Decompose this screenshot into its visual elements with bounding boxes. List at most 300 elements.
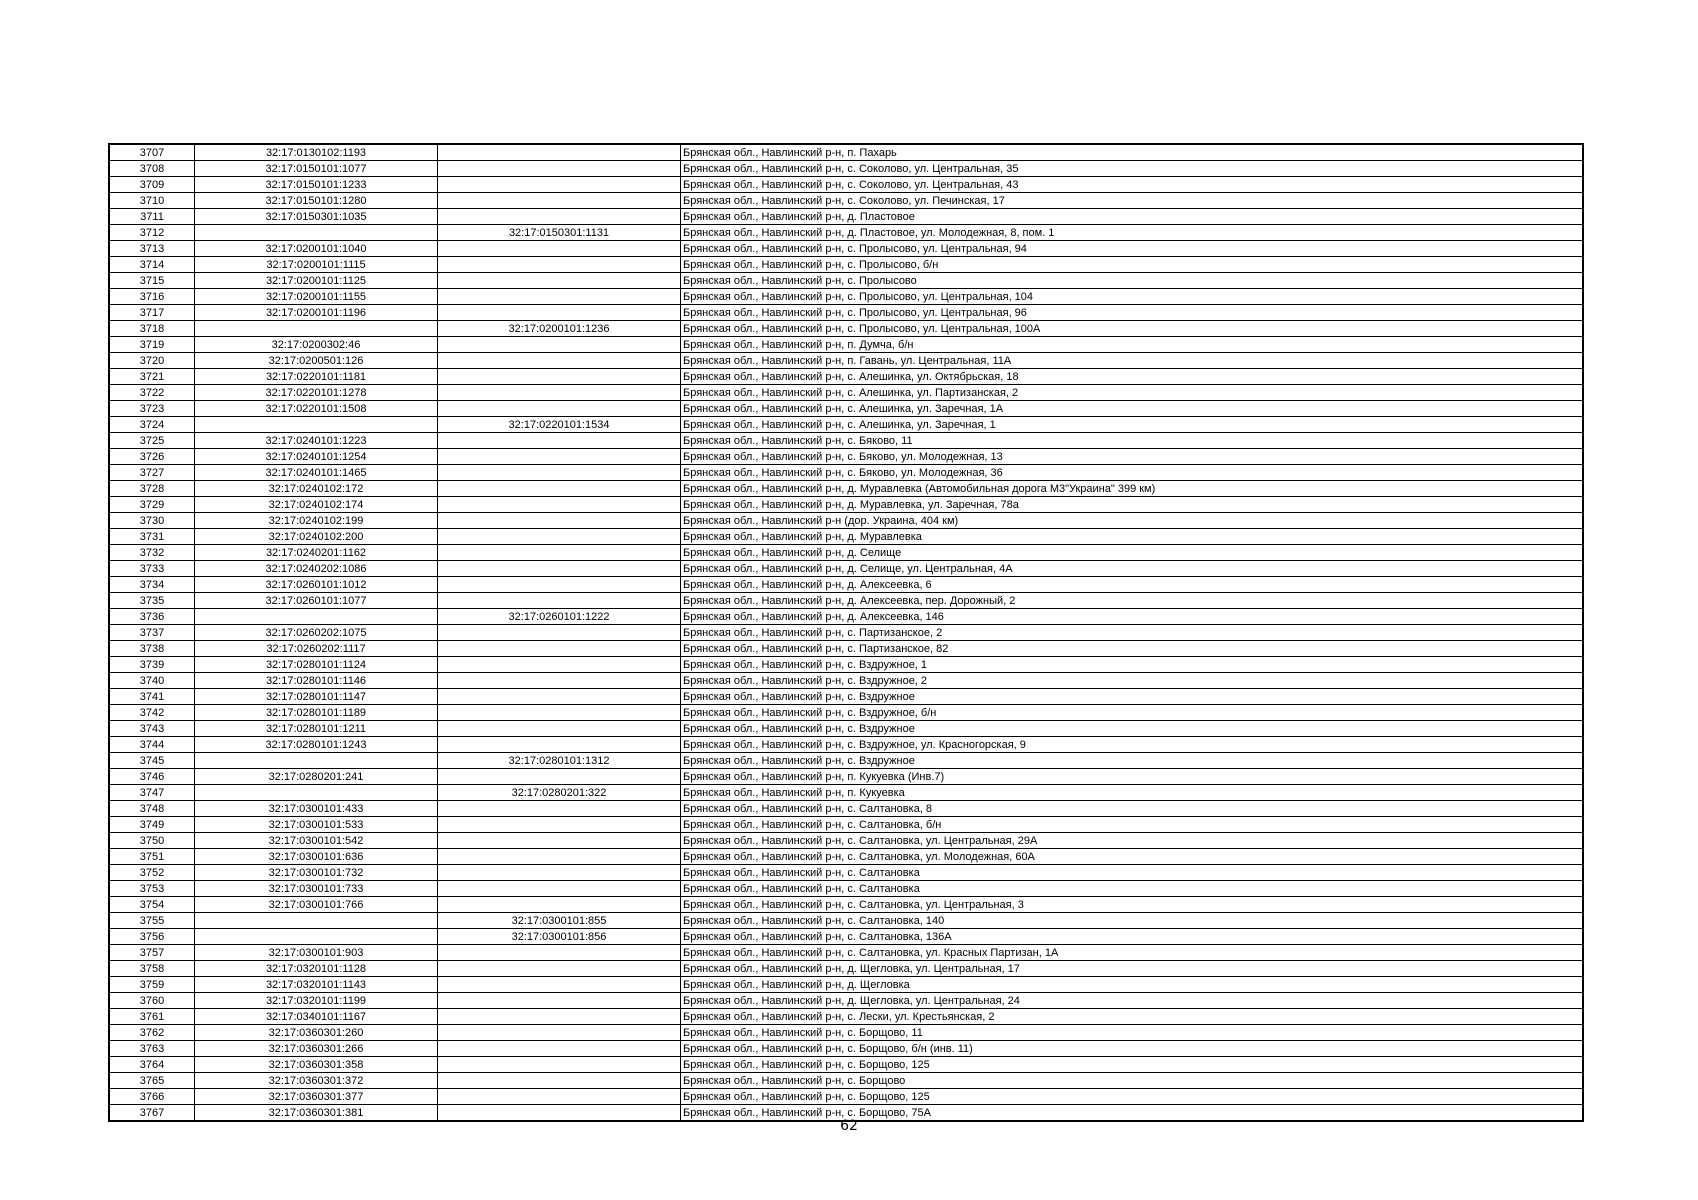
additional-cadastral-number-cell bbox=[438, 401, 681, 417]
additional-cadastral-number-cell: 32:17:0260101:1222 bbox=[438, 609, 681, 625]
row-number-cell: 3739 bbox=[109, 657, 195, 673]
additional-cadastral-number-cell bbox=[438, 1041, 681, 1057]
table-row bbox=[109, 144, 1583, 161]
address-cell: Брянская обл., Навлинский р-н (дор. Украина, 404 км) bbox=[681, 513, 1584, 529]
table-row bbox=[109, 961, 1583, 977]
table-row bbox=[109, 497, 1583, 513]
table-row bbox=[109, 977, 1583, 993]
cadastral-number-cell: 32:17:0240101:1254 bbox=[195, 449, 438, 465]
cadastral-number-cell: 32:17:0260101:1012 bbox=[195, 577, 438, 593]
cadastral-number-cell: 32:17:0300101:636 bbox=[195, 849, 438, 865]
table-row bbox=[109, 369, 1583, 385]
row-number-cell: 3758 bbox=[109, 961, 195, 977]
additional-cadastral-number-cell bbox=[438, 625, 681, 641]
address-cell: Брянская обл., Навлинский р-н, с. Бяково, 11 bbox=[681, 433, 1584, 449]
row-number-cell: 3737 bbox=[109, 625, 195, 641]
additional-cadastral-number-cell bbox=[438, 1057, 681, 1073]
row-number-cell: 3707 bbox=[109, 144, 195, 161]
table-row bbox=[109, 673, 1583, 689]
table-row bbox=[109, 1057, 1583, 1073]
address-cell: Брянская обл., Навлинский р-н, с. Борщово, 125 bbox=[681, 1089, 1584, 1105]
table-body bbox=[109, 144, 1583, 1121]
additional-cadastral-number-cell bbox=[438, 577, 681, 593]
additional-cadastral-number-cell bbox=[438, 273, 681, 289]
cadastral-number-cell: 32:17:0240102:172 bbox=[195, 481, 438, 497]
row-number-cell: 3708 bbox=[109, 161, 195, 177]
address-cell: Брянская обл., Навлинский р-н, с. Партизанское, 2 bbox=[681, 625, 1584, 641]
cadastral-number-cell: 32:17:0360301:372 bbox=[195, 1073, 438, 1089]
additional-cadastral-number-cell bbox=[438, 1073, 681, 1089]
cadastral-number-cell: 32:17:0240102:200 bbox=[195, 529, 438, 545]
row-number-cell: 3720 bbox=[109, 353, 195, 369]
table-row bbox=[109, 545, 1583, 561]
cadastral-number-cell: 32:17:0150301:1035 bbox=[195, 209, 438, 225]
cadastral-number-cell: 32:17:0300101:542 bbox=[195, 833, 438, 849]
cadastral-number-cell: 32:17:0240102:174 bbox=[195, 497, 438, 513]
cadastral-number-cell: 32:17:0360301:381 bbox=[195, 1105, 438, 1122]
address-cell: Брянская обл., Навлинский р-н, д. Муравлевка, ул. Заречная, 78а bbox=[681, 497, 1584, 513]
address-cell: Брянская обл., Навлинский р-н, с. Соколово, ул. Центральная, 35 bbox=[681, 161, 1584, 177]
table-row bbox=[109, 289, 1583, 305]
row-number-cell: 3764 bbox=[109, 1057, 195, 1073]
cadastral-number-cell: 32:17:0300101:433 bbox=[195, 801, 438, 817]
table-row bbox=[109, 897, 1583, 913]
cadastral-number-cell: 32:17:0260202:1075 bbox=[195, 625, 438, 641]
row-number-cell: 3740 bbox=[109, 673, 195, 689]
row-number-cell: 3727 bbox=[109, 465, 195, 481]
table-row bbox=[109, 833, 1583, 849]
row-number-cell: 3763 bbox=[109, 1041, 195, 1057]
cadastral-number-cell bbox=[195, 321, 438, 337]
address-cell: Брянская обл., Навлинский р-н, д. Алексеевка, 146 bbox=[681, 609, 1584, 625]
cadastral-number-cell: 32:17:0280201:241 bbox=[195, 769, 438, 785]
cadastral-number-cell: 32:17:0320101:1199 bbox=[195, 993, 438, 1009]
cadastral-number-cell: 32:17:0200101:1040 bbox=[195, 241, 438, 257]
additional-cadastral-number-cell bbox=[438, 1025, 681, 1041]
table-row bbox=[109, 353, 1583, 369]
table-row bbox=[109, 1009, 1583, 1025]
row-number-cell: 3722 bbox=[109, 385, 195, 401]
cadastral-number-cell: 32:17:0320101:1128 bbox=[195, 961, 438, 977]
address-cell: Брянская обл., Навлинский р-н, с. Пролысово, б/н bbox=[681, 257, 1584, 273]
address-cell: Брянская обл., Навлинский р-н, п. Кукуевка (Инв.7) bbox=[681, 769, 1584, 785]
additional-cadastral-number-cell bbox=[438, 385, 681, 401]
table-row bbox=[109, 641, 1583, 657]
additional-cadastral-number-cell bbox=[438, 705, 681, 721]
table-row bbox=[109, 465, 1583, 481]
address-cell: Брянская обл., Навлинский р-н, д. Пластовое bbox=[681, 209, 1584, 225]
address-cell: Брянская обл., Навлинский р-н, с. Алешинка, ул. Партизанская, 2 bbox=[681, 385, 1584, 401]
cadastral-number-cell: 32:17:0260101:1077 bbox=[195, 593, 438, 609]
row-number-cell: 3753 bbox=[109, 881, 195, 897]
table-row bbox=[109, 529, 1583, 545]
address-cell: Брянская обл., Навлинский р-н, с. Алешинка, ул. Заречная, 1 bbox=[681, 417, 1584, 433]
row-number-cell: 3732 bbox=[109, 545, 195, 561]
additional-cadastral-number-cell bbox=[438, 257, 681, 273]
additional-cadastral-number-cell: 32:17:0280101:1312 bbox=[438, 753, 681, 769]
address-cell: Брянская обл., Навлинский р-н, с. Салтановка, ул. Красных Партизан, 1А bbox=[681, 945, 1584, 961]
additional-cadastral-number-cell: 32:17:0150301:1131 bbox=[438, 225, 681, 241]
row-number-cell: 3734 bbox=[109, 577, 195, 593]
address-cell: Брянская обл., Навлинский р-н, п. Думча, б/н bbox=[681, 337, 1584, 353]
additional-cadastral-number-cell: 32:17:0220101:1534 bbox=[438, 417, 681, 433]
row-number-cell: 3719 bbox=[109, 337, 195, 353]
table-row bbox=[109, 785, 1583, 801]
table-row bbox=[109, 241, 1583, 257]
row-number-cell: 3755 bbox=[109, 913, 195, 929]
address-cell: Брянская обл., Навлинский р-н, с. Салтановка, ул. Молодежная, 60А bbox=[681, 849, 1584, 865]
row-number-cell: 3762 bbox=[109, 1025, 195, 1041]
table-row bbox=[109, 945, 1583, 961]
row-number-cell: 3721 bbox=[109, 369, 195, 385]
address-cell: Брянская обл., Навлинский р-н, с. Салтановка, ул. Центральная, 3 bbox=[681, 897, 1584, 913]
row-number-cell: 3723 bbox=[109, 401, 195, 417]
table-row bbox=[109, 193, 1583, 209]
cadastral-number-cell: 32:17:0280101:1124 bbox=[195, 657, 438, 673]
address-cell: Брянская обл., Навлинский р-н, с. Борщово, 75А bbox=[681, 1105, 1584, 1122]
table-row bbox=[109, 849, 1583, 865]
cadastral-number-cell: 32:17:0360301:260 bbox=[195, 1025, 438, 1041]
table-row bbox=[109, 209, 1583, 225]
address-cell: Брянская обл., Навлинский р-н, с. Салтановка, 136А bbox=[681, 929, 1584, 945]
additional-cadastral-number-cell bbox=[438, 433, 681, 449]
row-number-cell: 3717 bbox=[109, 305, 195, 321]
table-row bbox=[109, 881, 1583, 897]
additional-cadastral-number-cell bbox=[438, 945, 681, 961]
cadastral-number-cell: 32:17:0300101:732 bbox=[195, 865, 438, 881]
additional-cadastral-number-cell bbox=[438, 305, 681, 321]
row-number-cell: 3767 bbox=[109, 1105, 195, 1122]
address-cell: Брянская обл., Навлинский р-н, с. Вздружное, 1 bbox=[681, 657, 1584, 673]
row-number-cell: 3738 bbox=[109, 641, 195, 657]
address-cell: Брянская обл., Навлинский р-н, д. Щегловка, ул. Центральная, 24 bbox=[681, 993, 1584, 1009]
address-cell: Брянская обл., Навлинский р-н, с. Салтановка bbox=[681, 865, 1584, 881]
additional-cadastral-number-cell bbox=[438, 689, 681, 705]
additional-cadastral-number-cell bbox=[438, 337, 681, 353]
additional-cadastral-number-cell bbox=[438, 881, 681, 897]
address-cell: Брянская обл., Навлинский р-н, с. Соколово, ул. Центральная, 43 bbox=[681, 177, 1584, 193]
address-cell: Брянская обл., Навлинский р-н, с. Вздружное, 2 bbox=[681, 673, 1584, 689]
table-row bbox=[109, 401, 1583, 417]
row-number-cell: 3726 bbox=[109, 449, 195, 465]
cadastral-number-cell: 32:17:0150101:1233 bbox=[195, 177, 438, 193]
address-cell: Брянская обл., Навлинский р-н, с. Вздружное bbox=[681, 689, 1584, 705]
address-cell: Брянская обл., Навлинский р-н, с. Салтановка, 8 bbox=[681, 801, 1584, 817]
table-row bbox=[109, 721, 1583, 737]
additional-cadastral-number-cell bbox=[438, 161, 681, 177]
cadastral-number-cell: 32:17:0300101:533 bbox=[195, 817, 438, 833]
cadastral-number-cell: 32:17:0280101:1243 bbox=[195, 737, 438, 753]
row-number-cell: 3761 bbox=[109, 1009, 195, 1025]
address-cell: Брянская обл., Навлинский р-н, с. Пролысово, ул. Центральная, 100А bbox=[681, 321, 1584, 337]
table-row bbox=[109, 177, 1583, 193]
cadastral-number-cell: 32:17:0300101:766 bbox=[195, 897, 438, 913]
additional-cadastral-number-cell bbox=[438, 193, 681, 209]
cadastral-number-cell: 32:17:0220101:1508 bbox=[195, 401, 438, 417]
property-table bbox=[108, 143, 1584, 1122]
row-number-cell: 3748 bbox=[109, 801, 195, 817]
table-row bbox=[109, 337, 1583, 353]
additional-cadastral-number-cell bbox=[438, 561, 681, 577]
address-cell: Брянская обл., Навлинский р-н, с. Соколово, ул. Печинская, 17 bbox=[681, 193, 1584, 209]
cadastral-number-cell: 32:17:0280101:1189 bbox=[195, 705, 438, 721]
address-cell: Брянская обл., Навлинский р-н, с. Борщово, б/н (инв. 11) bbox=[681, 1041, 1584, 1057]
table-row bbox=[109, 1089, 1583, 1105]
cadastral-number-cell bbox=[195, 929, 438, 945]
address-cell: Брянская обл., Навлинский р-н, с. Борщово, 125 bbox=[681, 1057, 1584, 1073]
address-cell: Брянская обл., Навлинский р-н, с. Салтановка, ул. Центральная, 29А bbox=[681, 833, 1584, 849]
additional-cadastral-number-cell bbox=[438, 833, 681, 849]
table-row bbox=[109, 993, 1583, 1009]
address-cell: Брянская обл., Навлинский р-н, с. Вздружное, ул. Красногорская, 9 bbox=[681, 737, 1584, 753]
address-cell: Брянская обл., Навлинский р-н, д. Алексеевка, 6 bbox=[681, 577, 1584, 593]
cadastral-number-cell: 32:17:0360301:358 bbox=[195, 1057, 438, 1073]
table-row bbox=[109, 1073, 1583, 1089]
additional-cadastral-number-cell bbox=[438, 897, 681, 913]
row-number-cell: 3754 bbox=[109, 897, 195, 913]
row-number-cell: 3733 bbox=[109, 561, 195, 577]
table-row bbox=[109, 929, 1583, 945]
row-number-cell: 3725 bbox=[109, 433, 195, 449]
additional-cadastral-number-cell bbox=[438, 449, 681, 465]
table-row bbox=[109, 865, 1583, 881]
address-cell: Брянская обл., Навлинский р-н, с. Салтановка, б/н bbox=[681, 817, 1584, 833]
row-number-cell: 3713 bbox=[109, 241, 195, 257]
cadastral-number-cell: 32:17:0150101:1280 bbox=[195, 193, 438, 209]
cadastral-number-cell: 32:17:0280101:1146 bbox=[195, 673, 438, 689]
table-row bbox=[109, 481, 1583, 497]
table-row bbox=[109, 913, 1583, 929]
table-row bbox=[109, 1025, 1583, 1041]
table-row bbox=[109, 561, 1583, 577]
cadastral-number-cell: 32:17:0320101:1143 bbox=[195, 977, 438, 993]
address-cell: Брянская обл., Навлинский р-н, д. Пластовое, ул. Молодежная, 8, пом. 1 bbox=[681, 225, 1584, 241]
address-cell: Брянская обл., Навлинский р-н, с. Пролысово bbox=[681, 273, 1584, 289]
cadastral-number-cell: 32:17:0130102:1193 bbox=[195, 144, 438, 161]
row-number-cell: 3741 bbox=[109, 689, 195, 705]
address-cell: Брянская обл., Навлинский р-н, д. Муравлевка (Автомобильная дорога М3"Украина" 399 км) bbox=[681, 481, 1584, 497]
table-row bbox=[109, 1041, 1583, 1057]
row-number-cell: 3742 bbox=[109, 705, 195, 721]
row-number-cell: 3728 bbox=[109, 481, 195, 497]
row-number-cell: 3711 bbox=[109, 209, 195, 225]
address-cell: Брянская обл., Навлинский р-н, д. Селище, ул. Центральная, 4А bbox=[681, 561, 1584, 577]
additional-cadastral-number-cell bbox=[438, 545, 681, 561]
cadastral-number-cell: 32:17:0360301:266 bbox=[195, 1041, 438, 1057]
additional-cadastral-number-cell bbox=[438, 865, 681, 881]
address-cell: Брянская обл., Навлинский р-н, с. Пролысово, ул. Центральная, 94 bbox=[681, 241, 1584, 257]
cadastral-number-cell: 32:17:0200101:1115 bbox=[195, 257, 438, 273]
table-row bbox=[109, 689, 1583, 705]
additional-cadastral-number-cell: 32:17:0300101:855 bbox=[438, 913, 681, 929]
row-number-cell: 3750 bbox=[109, 833, 195, 849]
cadastral-number-cell: 32:17:0200501:126 bbox=[195, 353, 438, 369]
cadastral-number-cell: 32:17:0240101:1465 bbox=[195, 465, 438, 481]
cadastral-number-cell: 32:17:0240201:1162 bbox=[195, 545, 438, 561]
table-row bbox=[109, 433, 1583, 449]
row-number-cell: 3745 bbox=[109, 753, 195, 769]
address-cell: Брянская обл., Навлинский р-н, д. Щегловка bbox=[681, 977, 1584, 993]
cadastral-number-cell: 32:17:0240202:1086 bbox=[195, 561, 438, 577]
additional-cadastral-number-cell bbox=[438, 721, 681, 737]
cadastral-number-cell: 32:17:0300101:903 bbox=[195, 945, 438, 961]
row-number-cell: 3757 bbox=[109, 945, 195, 961]
additional-cadastral-number-cell bbox=[438, 993, 681, 1009]
address-cell: Брянская обл., Навлинский р-н, с. Бяково, ул. Молодежная, 36 bbox=[681, 465, 1584, 481]
cadastral-number-cell: 32:17:0240101:1223 bbox=[195, 433, 438, 449]
row-number-cell: 3744 bbox=[109, 737, 195, 753]
row-number-cell: 3766 bbox=[109, 1089, 195, 1105]
address-cell: Брянская обл., Навлинский р-н, с. Пролысово, ул. Центральная, 96 bbox=[681, 305, 1584, 321]
row-number-cell: 3751 bbox=[109, 849, 195, 865]
additional-cadastral-number-cell bbox=[438, 801, 681, 817]
row-number-cell: 3743 bbox=[109, 721, 195, 737]
cadastral-number-cell: 32:17:0280101:1147 bbox=[195, 689, 438, 705]
cadastral-number-cell bbox=[195, 785, 438, 801]
table-row bbox=[109, 321, 1583, 337]
row-number-cell: 3746 bbox=[109, 769, 195, 785]
additional-cadastral-number-cell bbox=[438, 593, 681, 609]
additional-cadastral-number-cell bbox=[438, 369, 681, 385]
address-cell: Брянская обл., Навлинский р-н, с. Вздружное bbox=[681, 753, 1584, 769]
address-cell: Брянская обл., Навлинский р-н, с. Алешинка, ул. Октябрьская, 18 bbox=[681, 369, 1584, 385]
cadastral-number-cell: 32:17:0300101:733 bbox=[195, 881, 438, 897]
additional-cadastral-number-cell bbox=[438, 353, 681, 369]
table-row bbox=[109, 257, 1583, 273]
cadastral-number-cell: 32:17:0280101:1211 bbox=[195, 721, 438, 737]
row-number-cell: 3756 bbox=[109, 929, 195, 945]
table-row bbox=[109, 305, 1583, 321]
table-row bbox=[109, 593, 1583, 609]
row-number-cell: 3749 bbox=[109, 817, 195, 833]
table-row bbox=[109, 705, 1583, 721]
additional-cadastral-number-cell: 32:17:0280201:322 bbox=[438, 785, 681, 801]
cadastral-number-cell: 32:17:0200101:1125 bbox=[195, 273, 438, 289]
table-row bbox=[109, 273, 1583, 289]
additional-cadastral-number-cell bbox=[438, 529, 681, 545]
address-cell: Брянская обл., Навлинский р-н, с. Лески, ул. Крестьянская, 2 bbox=[681, 1009, 1584, 1025]
row-number-cell: 3724 bbox=[109, 417, 195, 433]
table-row bbox=[109, 225, 1583, 241]
additional-cadastral-number-cell: 32:17:0200101:1236 bbox=[438, 321, 681, 337]
additional-cadastral-number-cell bbox=[438, 497, 681, 513]
table-row bbox=[109, 577, 1583, 593]
address-cell: Брянская обл., Навлинский р-н, с. Вздружное bbox=[681, 721, 1584, 737]
cadastral-number-cell: 32:17:0200101:1196 bbox=[195, 305, 438, 321]
address-cell: Брянская обл., Навлинский р-н, с. Салтановка, 140 bbox=[681, 913, 1584, 929]
additional-cadastral-number-cell bbox=[438, 177, 681, 193]
cadastral-number-cell bbox=[195, 417, 438, 433]
table-row bbox=[109, 161, 1583, 177]
cadastral-number-cell bbox=[195, 753, 438, 769]
additional-cadastral-number-cell bbox=[438, 657, 681, 673]
row-number-cell: 3715 bbox=[109, 273, 195, 289]
address-cell: Брянская обл., Навлинский р-н, с. Бяково, ул. Молодежная, 13 bbox=[681, 449, 1584, 465]
address-cell: Брянская обл., Навлинский р-н, с. Алешинка, ул. Заречная, 1А bbox=[681, 401, 1584, 417]
cadastral-number-cell: 32:17:0220101:1181 bbox=[195, 369, 438, 385]
row-number-cell: 3765 bbox=[109, 1073, 195, 1089]
table-row bbox=[109, 817, 1583, 833]
row-number-cell: 3731 bbox=[109, 529, 195, 545]
additional-cadastral-number-cell bbox=[438, 481, 681, 497]
row-number-cell: 3709 bbox=[109, 177, 195, 193]
additional-cadastral-number-cell bbox=[438, 289, 681, 305]
table-row bbox=[109, 385, 1583, 401]
table-row bbox=[109, 417, 1583, 433]
address-cell: Брянская обл., Навлинский р-н, д. Селище bbox=[681, 545, 1584, 561]
table-row bbox=[109, 657, 1583, 673]
cadastral-number-cell: 32:17:0220101:1278 bbox=[195, 385, 438, 401]
cadastral-number-cell: 32:17:0200101:1155 bbox=[195, 289, 438, 305]
row-number-cell: 3747 bbox=[109, 785, 195, 801]
additional-cadastral-number-cell bbox=[438, 144, 681, 161]
cadastral-number-cell: 32:17:0150101:1077 bbox=[195, 161, 438, 177]
table-row bbox=[109, 609, 1583, 625]
row-number-cell: 3710 bbox=[109, 193, 195, 209]
additional-cadastral-number-cell bbox=[438, 209, 681, 225]
cadastral-number-cell: 32:17:0200302:46 bbox=[195, 337, 438, 353]
additional-cadastral-number-cell bbox=[438, 977, 681, 993]
additional-cadastral-number-cell bbox=[438, 1089, 681, 1105]
address-cell: Брянская обл., Навлинский р-н, д. Щегловка, ул. Центральная, 17 bbox=[681, 961, 1584, 977]
table-row bbox=[109, 625, 1583, 641]
cadastral-number-cell: 32:17:0360301:377 bbox=[195, 1089, 438, 1105]
table-row bbox=[109, 449, 1583, 465]
row-number-cell: 3729 bbox=[109, 497, 195, 513]
cadastral-number-cell: 32:17:0340101:1167 bbox=[195, 1009, 438, 1025]
additional-cadastral-number-cell bbox=[438, 961, 681, 977]
row-number-cell: 3730 bbox=[109, 513, 195, 529]
row-number-cell: 3714 bbox=[109, 257, 195, 273]
additional-cadastral-number-cell bbox=[438, 673, 681, 689]
cadastral-number-cell bbox=[195, 225, 438, 241]
address-cell: Брянская обл., Навлинский р-н, с. Борщово bbox=[681, 1073, 1584, 1089]
additional-cadastral-number-cell bbox=[438, 465, 681, 481]
table-row bbox=[109, 513, 1583, 529]
address-cell: Брянская обл., Навлинский р-н, д. Алексеевка, пер. Дорожный, 2 bbox=[681, 593, 1584, 609]
address-cell: Брянская обл., Навлинский р-н, с. Салтановка bbox=[681, 881, 1584, 897]
row-number-cell: 3736 bbox=[109, 609, 195, 625]
additional-cadastral-number-cell bbox=[438, 1009, 681, 1025]
address-cell: Брянская обл., Навлинский р-н, п. Кукуевка bbox=[681, 785, 1584, 801]
additional-cadastral-number-cell bbox=[438, 817, 681, 833]
additional-cadastral-number-cell bbox=[438, 641, 681, 657]
row-number-cell: 3752 bbox=[109, 865, 195, 881]
table-row bbox=[109, 753, 1583, 769]
additional-cadastral-number-cell bbox=[438, 849, 681, 865]
table-row bbox=[109, 737, 1583, 753]
row-number-cell: 3759 bbox=[109, 977, 195, 993]
row-number-cell: 3760 bbox=[109, 993, 195, 1009]
additional-cadastral-number-cell bbox=[438, 737, 681, 753]
table-row bbox=[109, 769, 1583, 785]
cadastral-number-cell: 32:17:0240102:199 bbox=[195, 513, 438, 529]
row-number-cell: 3712 bbox=[109, 225, 195, 241]
address-cell: Брянская обл., Навлинский р-н, с. Пролысово, ул. Центральная, 104 bbox=[681, 289, 1584, 305]
address-cell: Брянская обл., Навлинский р-н, с. Партизанское, 82 bbox=[681, 641, 1584, 657]
additional-cadastral-number-cell bbox=[438, 769, 681, 785]
address-cell: Брянская обл., Навлинский р-н, п. Пахарь bbox=[681, 144, 1584, 161]
cadastral-number-cell bbox=[195, 609, 438, 625]
additional-cadastral-number-cell bbox=[438, 241, 681, 257]
additional-cadastral-number-cell: 32:17:0300101:856 bbox=[438, 929, 681, 945]
table-row bbox=[109, 801, 1583, 817]
address-cell: Брянская обл., Навлинский р-н, д. Муравлевка bbox=[681, 529, 1584, 545]
page-number: 62 bbox=[840, 1118, 858, 1134]
address-cell: Брянская обл., Навлинский р-н, с. Вздружное, б/н bbox=[681, 705, 1584, 721]
row-number-cell: 3718 bbox=[109, 321, 195, 337]
cadastral-number-cell bbox=[195, 913, 438, 929]
